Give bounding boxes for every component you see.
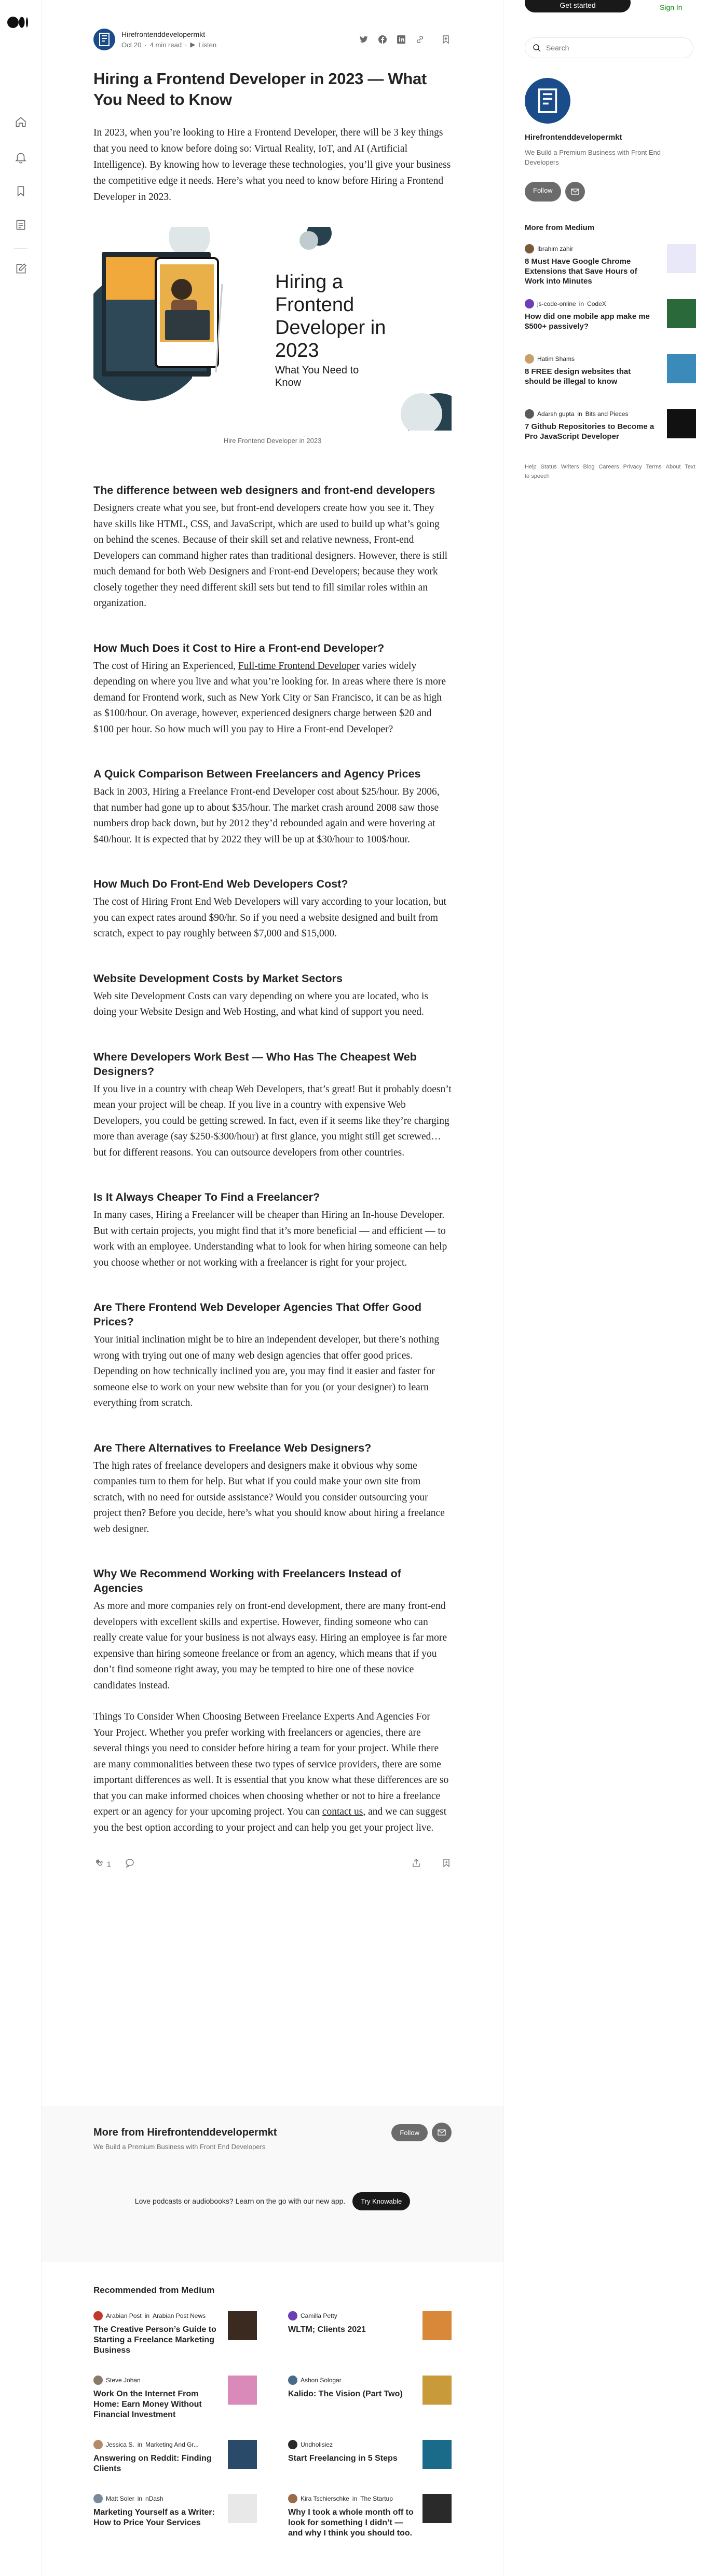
- recommended-text: [288, 2311, 415, 2356]
- rec-author[interactable]: Arabian Post: [106, 2312, 142, 2319]
- more-from-header: [93, 2106, 452, 2151]
- rec-author-row: [93, 2494, 221, 2503]
- recommended-grid: [93, 2311, 452, 2539]
- in-label: in: [352, 2495, 358, 2502]
- author-avatar[interactable]: [93, 29, 115, 50]
- rec-title[interactable]: Kalido: The Vision (Part Two): [288, 2390, 403, 2398]
- follow-button[interactable]: Follow: [525, 182, 561, 202]
- item-title[interactable]: 8 Must Have Google Chrome Extensions that Save Hours of Work into Minutes: [525, 257, 637, 286]
- rec-publication[interactable]: The Startup: [360, 2495, 393, 2502]
- footer-links: [525, 462, 696, 481]
- rec-thumbnail[interactable]: [228, 2440, 257, 2469]
- section-body: Back in 2003, Hiring a Freelance Front-end Developer cost about $25/hour. By 2006, that number had gone up to about $35/hour. The market crash around 2008 saw those numbers drop back down, but by 2012 they’d rebounded again and were hovering at $40/hour. It is expected that by 2022 they will be up at $30/hour to 100$/hour.: [93, 786, 440, 845]
- body-text: Things To Consider When Choosing Between Freelance Experts And Agencies For Your Project. Whether you prefer working with freelancers or agencies, there are several things you need to consider before hiring a team for your project. While there are many commonalities between these two types of service providers, there are some important differences as well. It is essential that you know what these differences are so that you can make informed choices when choosing whether or not to hire a freelance expert or an agency for your upcoming project. You can: [93, 1711, 449, 1817]
- rec-thumbnail[interactable]: [228, 2376, 257, 2405]
- rec-title[interactable]: Answering on Reddit: Finding Clients: [93, 2454, 212, 2473]
- bookmarks-icon[interactable]: [14, 184, 28, 198]
- section-heading: Are There Frontend Web Developer Agencies That Offer Good Prices?: [93, 1301, 421, 1328]
- contact-us-link[interactable]: contact us: [322, 1806, 363, 1817]
- section-body: As more and more companies rely on front-end development, there are many front-end developers with excellent skills and expertise. However, finding someone who can really create value for your business is not always easy. Hiring an employee is far more expensive than hiring someone freelance or from an agency, which means that if you don’t find someone right away, you may be tempted to hire one of these novice candidates instead.: [93, 1601, 447, 1691]
- more-from-medium-title: More from Medium: [525, 223, 595, 232]
- hero-illustration: [93, 227, 452, 431]
- rec-thumbnail[interactable]: [422, 2376, 452, 2405]
- footer-link[interactable]: Terms: [646, 464, 662, 470]
- publish-date: Oct 20: [121, 41, 142, 49]
- item-author[interactable]: Ibrahim zahir: [537, 245, 574, 252]
- home-icon[interactable]: [14, 115, 28, 129]
- in-label: in: [137, 2441, 143, 2448]
- write-icon[interactable]: [14, 262, 28, 276]
- item-title[interactable]: How did one mobile app make me $500+ passively?: [525, 312, 650, 331]
- author-avatar[interactable]: [525, 409, 534, 419]
- hero-line-4: 2023: [275, 340, 319, 361]
- rec-author-row: [93, 2440, 221, 2449]
- comment-icon[interactable]: [125, 1858, 135, 1870]
- bookmark-add-icon[interactable]: [440, 34, 452, 45]
- recommended-card[interactable]: [93, 2311, 257, 2356]
- section-body: If you live in a country with cheap Web Developers, that’s great! But it probably doesn’t mean your project will be cheap. If you live in a country with expensive Web Developers, you could be getting screwed. In fact, even if it seems like they’re charging more than average (say $250-$300/hour) at first glance, you might still get screwed…but for different reasons. You can outsource developers from other countries.: [93, 1083, 452, 1158]
- clap-icon[interactable]: [93, 1858, 104, 1870]
- rec-author[interactable]: Undholisiez: [301, 2441, 333, 2448]
- item-text: [525, 354, 657, 409]
- clap-count: 1: [107, 1859, 111, 1868]
- bookmark-add-icon[interactable]: [441, 1858, 452, 1870]
- rec-title[interactable]: Marketing Yourself as a Writer: How to Price Your Services: [93, 2508, 215, 2527]
- item-thumbnail[interactable]: [667, 409, 696, 438]
- rec-title[interactable]: Work On the Internet From Home: Earn Money Without Financial Investment: [93, 2390, 202, 2419]
- rail-divider: [14, 248, 28, 249]
- recommended-card[interactable]: [93, 2376, 257, 2420]
- more-from-subtitle: We Build a Premium Business with Front End Developers: [93, 2143, 266, 2151]
- footer-link[interactable]: Status: [540, 464, 557, 470]
- more-from-publication: [42, 2106, 503, 2262]
- recommended-text: [288, 2440, 415, 2474]
- publication-avatar[interactable]: [525, 78, 570, 124]
- more-from-medium-item[interactable]: [525, 299, 696, 354]
- try-knowable-button[interactable]: Try Knowable: [352, 2192, 410, 2210]
- item-publication[interactable]: Bits and Pieces: [585, 410, 629, 418]
- author-avatar[interactable]: [525, 354, 534, 364]
- article-actions: [93, 1858, 452, 1870]
- author-row: [93, 26, 452, 53]
- section-body: The cost of Hiring Front End Web Developers will vary according to your location, but you can expect rates around $90/hr. So if you need a website designed and built from scratch, expect to pay roughly between $7,000 and $15,000.: [93, 896, 446, 939]
- publication-logo-icon: [537, 88, 558, 114]
- listen-icon[interactable]: ▶: [190, 41, 196, 48]
- follow-button[interactable]: Follow: [391, 2124, 428, 2141]
- author-avatar[interactable]: [288, 2440, 297, 2449]
- copy-link-icon[interactable]: [414, 34, 426, 45]
- app-promo: [93, 2192, 452, 2210]
- search-placeholder: Search: [546, 44, 569, 52]
- rec-title[interactable]: The Creative Person’s Guide to Starting a Freelance Marketing Business: [93, 2325, 216, 2355]
- in-label: in: [144, 2312, 150, 2319]
- author-name[interactable]: Hirefrontenddevelopermkt: [121, 30, 206, 38]
- footer-link[interactable]: About: [665, 464, 681, 470]
- item-author[interactable]: Hatim Shams: [537, 355, 575, 363]
- item-title[interactable]: 8 FREE design websites that should be illegal to know: [525, 367, 631, 386]
- footer-link[interactable]: Privacy: [623, 464, 642, 470]
- rec-publication[interactable]: Marketing And Gr...: [145, 2441, 199, 2448]
- rec-author[interactable]: Steve Johan: [106, 2377, 141, 2384]
- more-from-medium-item[interactable]: [525, 354, 696, 409]
- rec-author[interactable]: Kira Tschierschke: [301, 2495, 349, 2502]
- get-started-button[interactable]: Get started: [525, 0, 631, 12]
- medium-logo[interactable]: [7, 16, 33, 29]
- recommended-card[interactable]: [288, 2311, 452, 2356]
- rec-author[interactable]: Ashon Sologar: [301, 2377, 342, 2384]
- item-author-row: [525, 299, 657, 308]
- recommended-card[interactable]: [93, 2440, 257, 2474]
- item-text: [525, 299, 657, 354]
- publication-name[interactable]: Hirefrontenddevelopermkt: [525, 133, 622, 142]
- rec-thumbnail[interactable]: [422, 2494, 452, 2523]
- hero-line-5: What You Need to: [275, 365, 359, 376]
- footer-link[interactable]: Careers: [598, 464, 619, 470]
- rec-publication[interactable]: Arabian Post News: [153, 2312, 206, 2319]
- footer-link[interactable]: Help: [525, 464, 537, 470]
- subscribe-mail-icon[interactable]: [565, 182, 585, 202]
- section-heading: A Quick Comparison Between Freelancers and Agency Prices: [93, 768, 421, 780]
- separator-dot: ·: [144, 41, 147, 49]
- in-label: in: [577, 410, 582, 418]
- section-heading: Are There Alternatives to Freelance Web Designers?: [93, 1441, 372, 1454]
- author-avatar[interactable]: [525, 244, 534, 253]
- recommended-card[interactable]: [288, 2494, 452, 2539]
- publication-logo-icon: [99, 33, 110, 46]
- section-heading: Is It Always Cheaper To Find a Freelancer?: [93, 1191, 320, 1203]
- hero-line-2: Frontend: [275, 294, 354, 316]
- article: [93, 26, 452, 1870]
- item-thumbnail[interactable]: [667, 299, 696, 328]
- section-heading: How Much Do Front-End Web Developers Cost?: [93, 878, 348, 890]
- stories-icon[interactable]: [14, 218, 28, 232]
- author-avatar[interactable]: [288, 2376, 297, 2385]
- rec-author-row: [93, 2311, 221, 2320]
- author-avatar[interactable]: [93, 2494, 103, 2503]
- rec-author[interactable]: Matt Soler: [106, 2495, 134, 2502]
- recommended-section: [93, 2285, 452, 2539]
- rec-publication[interactable]: nDash: [145, 2495, 163, 2502]
- hero-image: [93, 227, 452, 431]
- author-avatar[interactable]: [93, 2376, 103, 2385]
- listen-button[interactable]: Listen: [198, 41, 217, 49]
- in-label: in: [579, 300, 584, 307]
- image-caption: Hire Frontend Developer in 2023: [223, 437, 322, 445]
- footer-link[interactable]: Blog: [583, 464, 595, 470]
- section-body: Designers create what you see, but front-end developers create how you see it. They have skills like HTML, CSS, and JavaScript, which are used to build up what’s going on behind the scenes. Because of their skill set and relative newness, Front-end Developers can command higher rates than traditional designers. However, there is still much demand for both Web Designers and Front-end Developers; because they work closely together they need different skill sets but tend to fill similar roles within an organization.: [93, 503, 448, 609]
- hero-line-1: Hiring a: [275, 271, 343, 293]
- article-title: Hiring a Frontend Developer in 2023 — What You Need to Know: [93, 70, 427, 109]
- recommended-text: [93, 2376, 221, 2420]
- rec-author[interactable]: Camilla Petty: [301, 2312, 337, 2319]
- twitter-icon[interactable]: [358, 34, 370, 45]
- rec-author-row: [93, 2376, 221, 2385]
- recommended-card[interactable]: [288, 2376, 452, 2420]
- author-meta: [121, 30, 358, 49]
- recommended-text: [288, 2494, 415, 2539]
- separator-dot: ·: [185, 41, 187, 49]
- rec-title[interactable]: Why I took a whole month off to look for something I didn’t — and why I think you should too.: [288, 2508, 414, 2538]
- author-avatar[interactable]: [288, 2494, 297, 2503]
- item-author[interactable]: js-code-online: [537, 300, 576, 307]
- footer-link[interactable]: Writers: [561, 464, 579, 470]
- more-from-medium-list: [525, 244, 696, 464]
- section-body: In many cases, Hiring a Freelancer will be cheaper than Hiring an In-house Developer. But with certain projects, you might find that it’s more beneficial — and efficient — to work with an employee. Understanding what to look for when hiring someone can help you choose whether or not working with a freelancer is right for your project.: [93, 1210, 447, 1268]
- in-label: in: [137, 2495, 143, 2502]
- subscribe-mail-icon[interactable]: [432, 2123, 452, 2142]
- recommended-title: Recommended from Medium: [93, 2285, 215, 2295]
- more-from-medium-item[interactable]: [525, 244, 696, 299]
- more-from-actions: [391, 2123, 452, 2142]
- section-body: Web site Development Costs can vary depending on where you are located, who is doing your Website Design and Web Hosting, and what kind of support you need.: [93, 990, 428, 1017]
- left-rail: [0, 0, 42, 2576]
- item-thumbnail[interactable]: [667, 244, 696, 273]
- body-text: , and we can suggest you the best option according to your project and can help you get your project live.: [93, 1806, 447, 1833]
- item-author-row: [525, 354, 657, 364]
- section-body: Your initial inclination might be to hire an independent developer, but there’s nothing wrong with trying out one of many web design agencies that offer good prices. Depending on how technically inclined you are, you may find it easier and faster for someone else to work on your new website than for you (or your designer) to learn everything from scratch.: [93, 1334, 440, 1408]
- item-thumbnail[interactable]: [667, 354, 696, 383]
- author-avatar[interactable]: [93, 2311, 103, 2320]
- facebook-icon[interactable]: [377, 34, 388, 45]
- linkedin-icon[interactable]: [396, 34, 407, 45]
- rec-title[interactable]: WLTM; Clients 2021: [288, 2325, 366, 2334]
- item-author[interactable]: Adarsh gupta: [537, 410, 575, 418]
- closing-paragraph: [93, 1709, 452, 1836]
- item-text: [525, 409, 657, 464]
- notifications-icon[interactable]: [14, 151, 28, 164]
- item-author-row: [525, 409, 657, 419]
- recommended-text: [93, 2440, 221, 2474]
- search-box[interactable]: [525, 37, 693, 58]
- section-body: The high rates of freelance developers and designers make it obvious why some companies turn to them for help. But what if you could make your own site from scratch, with no need for outside assistance? Would you consider outsourcing your project then? Before you decide, here’s what you should know about hiring a freelance web designer.: [93, 1460, 445, 1535]
- search-icon: [533, 44, 541, 52]
- section-heading: The difference between web designers and front-end developers: [93, 484, 435, 497]
- promo-text: Love podcasts or audiobooks? Learn on the go with our new app.: [134, 2197, 346, 2205]
- rec-thumbnail[interactable]: [228, 2311, 257, 2340]
- body-text: varies widely depending on where you live and what you’re looking for. In areas where there is more demand for Frontend work, such as New York City or San Francisco, it can be as high as $100/hour. On average, however, experienced designers charge between $20 and $100 per hour. So how much will you pay to Hire a Front-end Developer?: [93, 660, 446, 735]
- footer-link[interactable]: Text to speech: [525, 464, 696, 479]
- rec-author[interactable]: Jessica S.: [106, 2441, 134, 2448]
- section-heading: Where Developers Work Best — Who Has The Cheapest Web Designers?: [93, 1050, 417, 1078]
- hero-line-3: Developer in: [275, 317, 386, 339]
- recommended-text: [93, 2494, 221, 2539]
- item-publication[interactable]: CodeX: [587, 300, 606, 307]
- rec-thumbnail[interactable]: [422, 2440, 452, 2469]
- read-time: 4 min read: [149, 41, 182, 49]
- rec-author-row: [288, 2494, 415, 2503]
- recommended-card[interactable]: [93, 2494, 257, 2539]
- rec-author-row: [288, 2311, 415, 2320]
- rec-thumbnail[interactable]: [228, 2494, 257, 2523]
- rec-thumbnail[interactable]: [422, 2311, 452, 2340]
- section-heading: Why We Recommend Working with Freelancers Instead of Agencies: [93, 1567, 401, 1594]
- hero-line-6: Know: [275, 377, 302, 388]
- author-sub: [121, 41, 358, 49]
- rec-title[interactable]: Start Freelancing in 5 Steps: [288, 2454, 398, 2463]
- publication-actions: [525, 182, 585, 202]
- section-heading: Website Development Costs by Market Sectors: [93, 972, 343, 985]
- frontend-developer-link[interactable]: Full-time Frontend Developer: [238, 660, 360, 672]
- more-from-medium-item[interactable]: [525, 409, 696, 464]
- recommended-card[interactable]: [288, 2440, 452, 2474]
- item-title[interactable]: 7 Github Repositories to Become a Pro JavaScript Developer: [525, 422, 655, 441]
- rec-author-row: [288, 2376, 415, 2385]
- publication-description: We Build a Premium Business with Front End Developers: [525, 149, 661, 166]
- article-lead: In 2023, when you’re looking to Hire a Frontend Developer, there will be 3 key things that you need to know before doing so: Virtual Reality, IoT, and AI (Artificial Intelligence). By knowing how to leverage these technologies, you’ll give your business the competitive edge it needs. Here’s what you need to know before Hiring a Frontend Developer in 2023.: [93, 127, 451, 203]
- item-author-row: [525, 244, 657, 253]
- recommended-text: [93, 2311, 221, 2356]
- share-icon[interactable]: [411, 1858, 421, 1870]
- section-heading: How Much Does it Cost to Hire a Front-end Developer?: [93, 641, 385, 654]
- author-avatar[interactable]: [288, 2311, 297, 2320]
- article-actions-right: [411, 1858, 452, 1870]
- sign-in-link[interactable]: Sign In: [660, 3, 683, 11]
- item-text: [525, 244, 657, 299]
- more-from-title[interactable]: More from Hirefrontenddevelopermkt: [93, 2127, 277, 2138]
- recommended-text: [288, 2376, 415, 2420]
- author-avatar[interactable]: [525, 299, 534, 308]
- body-text: The cost of Hiring an Experienced,: [93, 660, 238, 672]
- rec-author-row: [288, 2440, 415, 2449]
- share-icons: [358, 34, 452, 45]
- main-column: [42, 0, 503, 2576]
- author-avatar[interactable]: [93, 2440, 103, 2449]
- right-sidebar: [503, 0, 709, 2576]
- section-body: [93, 659, 452, 738]
